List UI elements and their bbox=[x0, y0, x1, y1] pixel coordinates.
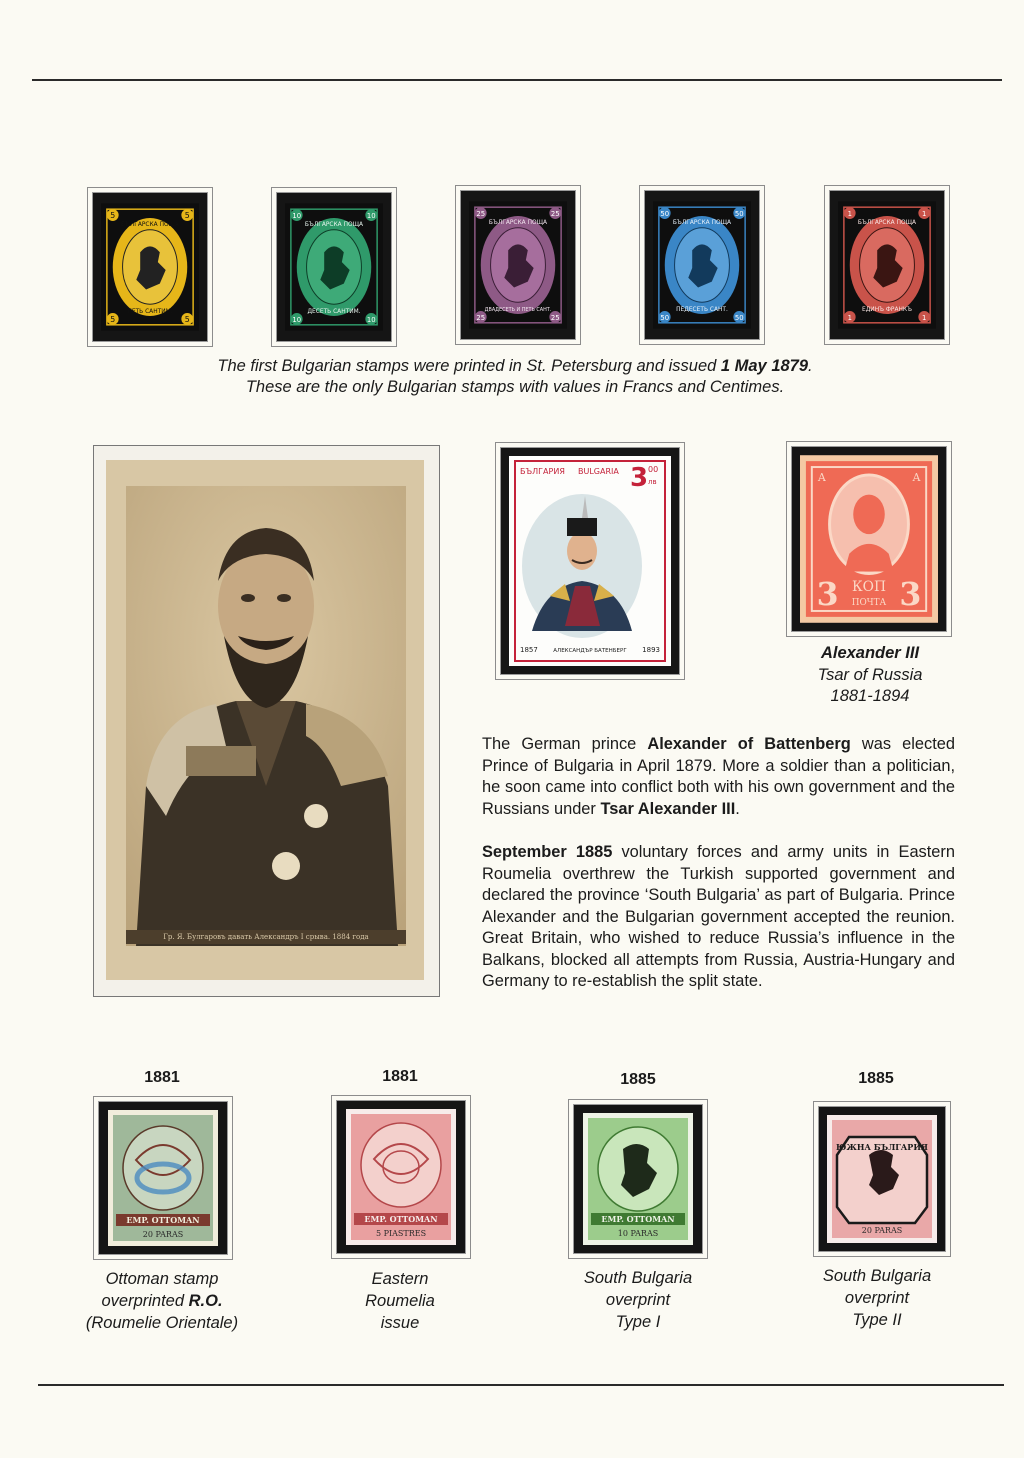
stamp-10-value-tr: 10 bbox=[366, 212, 376, 220]
para2-text: voluntary forces and army units in Eastern Roumelia overthrew the Turkish supported government and declared the province ‘South Bulgaria’ as part of Bulgaria. Prince Alexander and the Bulgarian government accepted the reunion. Great Britain, who wished to reduce Russia’s influence in the Balkans, blocked all attempts from Russia, Austria-Hungary and Germany to re-establish the split state. bbox=[482, 843, 955, 990]
russia-unit: КОП bbox=[852, 579, 886, 596]
para1-bold-battenberg: Alexander of Battenberg bbox=[647, 735, 851, 753]
stamp-unit: лв bbox=[648, 478, 657, 486]
bottom-caption-4 bbox=[777, 1265, 977, 1331]
south-bulgaria-type1-label: EMP. OTTOMAN bbox=[601, 1214, 675, 1224]
bottom-caption-2-line1: Eastern bbox=[371, 1270, 429, 1288]
stamp-10-bottom-text: ДЕСЕТЬ САНТИМ. bbox=[307, 309, 361, 316]
stamp-25-bottom-text: ДВАДЕСЕТЬ И ПЕТЬ САНТ. bbox=[484, 307, 552, 314]
bottom-caption-3-line1: South Bulgaria bbox=[583, 1269, 693, 1287]
para1-text-2: was elected Prince of Bulgaria in April 1879. More a soldier than a politician, he soon came into conflict both with his own government and the Russians under bbox=[482, 735, 955, 818]
russia-value-left: 3 bbox=[816, 576, 839, 614]
stamp-1fr-value-tl: 1 bbox=[847, 210, 852, 218]
stamp-50-value-br: 50 bbox=[734, 313, 744, 322]
bottom-year-3: 1885 bbox=[620, 1071, 656, 1088]
eastern-roumelia-value: 5 PIASTRES bbox=[375, 1229, 427, 1238]
bottom-year-2: 1881 bbox=[382, 1068, 418, 1085]
stamp-5-value-tr: 5 bbox=[184, 211, 190, 220]
stamp-10-value-bl: 10 bbox=[292, 315, 302, 324]
alexander-caption bbox=[780, 643, 960, 708]
bottom-caption-2-line2: Roumelia bbox=[365, 1292, 435, 1310]
stamp-1fr-value-bl: 1 bbox=[847, 313, 852, 322]
stamp-5-value-bl: 5 bbox=[110, 314, 116, 324]
south-bulgaria-type2-value: 20 PARAS bbox=[861, 1226, 903, 1235]
alexander-caption-years: 1881-1894 bbox=[830, 687, 910, 705]
stamp-25-value-tl: 25 bbox=[476, 210, 486, 218]
stamp-value-small: 00 bbox=[648, 465, 659, 474]
south-bulgaria-type1-stamp bbox=[573, 1104, 703, 1254]
stamp-country-latin: BULGARIA bbox=[578, 467, 619, 476]
first-issue-caption bbox=[120, 356, 910, 398]
stamp-year-end: 1893 bbox=[642, 646, 660, 654]
ottoman-ro-image bbox=[107, 1110, 219, 1246]
russia-corner-left: А bbox=[817, 470, 826, 484]
portrait-image bbox=[126, 486, 406, 946]
stamp-1fr-value-br: 1 bbox=[922, 313, 927, 322]
stamp-5-bottom-text: ПЕТЬ САНТИМ. bbox=[127, 309, 173, 316]
first-issue-stamp-10 bbox=[276, 192, 392, 342]
battenberg-stamp bbox=[500, 447, 680, 675]
stamp-country-cyrillic: БЪЛГАРИЯ bbox=[520, 467, 565, 476]
caption-issue-date: 1 May 1879 bbox=[720, 357, 809, 375]
para1-text-1: The German prince bbox=[482, 735, 648, 753]
stamp-10-value-tl: 10 bbox=[292, 212, 302, 220]
photo-studio-caption: Гр. Я. Булгаровъ давать Александръ I срыва. 1884 года bbox=[126, 930, 406, 944]
eastern-roumelia-stamp bbox=[336, 1100, 466, 1254]
stamp-1fr-image bbox=[838, 199, 936, 331]
south-bulgaria-type2-image bbox=[827, 1115, 937, 1243]
bottom-rule bbox=[38, 1384, 1004, 1386]
bottom-caption-1-overprinted: overprinted bbox=[101, 1292, 189, 1310]
bottom-year-1: 1881 bbox=[144, 1069, 180, 1086]
bottom-caption-1-line3: (Roumelie Orientale) bbox=[85, 1314, 239, 1332]
stamp-10-value-br: 10 bbox=[366, 315, 376, 324]
eastern-roumelia-label: EMP. OTTOMAN bbox=[364, 1214, 438, 1224]
battenberg-photo-frame bbox=[93, 445, 440, 997]
bottom-caption-3 bbox=[538, 1267, 738, 1333]
first-issue-stamp-1fr bbox=[829, 190, 945, 340]
russia-alexander-stamp bbox=[791, 446, 947, 632]
stamp-50-bottom-text: ПЕДЕСЕТЬ САНТ. bbox=[676, 307, 728, 314]
stamp-10-image bbox=[285, 201, 383, 333]
south-bulgaria-type2-label: ЮЖНА БЪЛГАРИЯ bbox=[836, 1142, 928, 1152]
stamp-1fr-bottom-text: ЕДИНЪ ФРАНКЪ bbox=[862, 307, 912, 314]
bottom-caption-1 bbox=[62, 1268, 262, 1334]
caption-line1-text: The first Bulgarian stamps were printed in St. Petersburg and issued bbox=[217, 357, 721, 375]
bottom-caption-4-line3: Type II bbox=[852, 1311, 902, 1329]
battenberg-paragraph bbox=[482, 734, 955, 820]
stamp-5-image bbox=[101, 201, 199, 333]
first-issue-stamp-25 bbox=[460, 190, 576, 340]
russia-corner-right: А bbox=[912, 470, 921, 484]
para1-text-3: . bbox=[735, 799, 740, 818]
first-issue-stamp-5 bbox=[92, 192, 208, 342]
bottom-caption-1-line1: Ottoman stamp bbox=[105, 1270, 219, 1288]
battenberg-portrait-photo bbox=[126, 486, 406, 946]
top-rule bbox=[32, 79, 1002, 81]
bottom-year-4: 1885 bbox=[858, 1070, 894, 1087]
stamp-value: 3 bbox=[630, 463, 649, 493]
stamp-5-top-text: БЪЛГАРСКА ПОЩА bbox=[120, 221, 180, 228]
first-issue-caption-line2: These are the only Bulgarian stamps with values in Francs and Centimes. bbox=[245, 378, 785, 396]
battenberg-photo-card bbox=[106, 460, 424, 980]
stamp-25-value-br: 25 bbox=[550, 313, 560, 322]
ottoman-ro-value: 20 PARAS bbox=[142, 1230, 184, 1239]
stamp-10-top-text: БЪЛГАРСКА ПОЩА bbox=[304, 221, 364, 228]
stamp-person-name: АЛЕКСАНДЪР БАТЕНБЕРГ bbox=[553, 648, 627, 654]
russia-label: ПОЧТА bbox=[851, 598, 887, 609]
bottom-caption-2-line3: issue bbox=[380, 1314, 420, 1332]
reunion-paragraph bbox=[482, 842, 955, 993]
bottom-caption-4-line1: South Bulgaria bbox=[822, 1267, 932, 1285]
first-issue-caption-line1 bbox=[120, 356, 910, 377]
stamp-1fr-top-text: БЪЛГАРСКА ПОЩА bbox=[857, 219, 917, 226]
russia-value-right: 3 bbox=[899, 576, 922, 614]
alexander-caption-name: Alexander III bbox=[820, 644, 920, 662]
bottom-caption-4-line2: overprint bbox=[844, 1289, 910, 1307]
stamp-5-value-br: 5 bbox=[184, 314, 190, 324]
para1-bold-tsar: Tsar Alexander III bbox=[600, 799, 736, 818]
bottom-caption-3-line2: overprint bbox=[605, 1291, 671, 1309]
south-bulgaria-type2-stamp bbox=[818, 1106, 946, 1252]
ottoman-ro-label: EMP. OTTOMAN bbox=[126, 1215, 200, 1225]
stamp-25-value-tr: 25 bbox=[550, 210, 560, 218]
bottom-caption-2 bbox=[300, 1268, 500, 1334]
first-issue-stamp-50 bbox=[644, 190, 760, 340]
para2-bold-date: September 1885 bbox=[482, 843, 613, 861]
south-bulgaria-type1-value: 10 PARAS bbox=[617, 1229, 659, 1238]
stamp-50-value-tr: 50 bbox=[734, 210, 744, 218]
stamp-5-value-tl: 5 bbox=[110, 211, 116, 220]
ottoman-ro-stamp bbox=[98, 1101, 228, 1255]
stamp-50-top-text: БЪЛГАРСКА ПОЩА bbox=[672, 219, 732, 226]
russia-stamp-image bbox=[800, 455, 938, 623]
stamp-50-value-tl: 50 bbox=[660, 210, 670, 218]
stamp-25-image bbox=[469, 199, 567, 331]
stamp-25-value-bl: 25 bbox=[476, 313, 486, 322]
stamp-1fr-value-tr: 1 bbox=[922, 210, 927, 218]
bottom-caption-3-line3: Type I bbox=[615, 1313, 661, 1331]
stamp-50-value-bl: 50 bbox=[660, 313, 670, 322]
stamp-year-start: 1857 bbox=[520, 646, 538, 654]
stamp-25-top-text: БЪЛГАРСКА ПОЩА bbox=[488, 219, 548, 226]
bottom-caption-1-line2 bbox=[62, 1290, 262, 1312]
battenberg-stamp-image bbox=[509, 456, 671, 666]
alexander-caption-title: Tsar of Russia bbox=[817, 665, 923, 684]
south-bulgaria-type1-image bbox=[582, 1113, 694, 1245]
bottom-caption-1-ro: R.O. bbox=[188, 1292, 223, 1310]
eastern-roumelia-image bbox=[345, 1109, 457, 1245]
caption-line1-end: . bbox=[808, 357, 813, 375]
stamp-50-image bbox=[653, 199, 751, 331]
